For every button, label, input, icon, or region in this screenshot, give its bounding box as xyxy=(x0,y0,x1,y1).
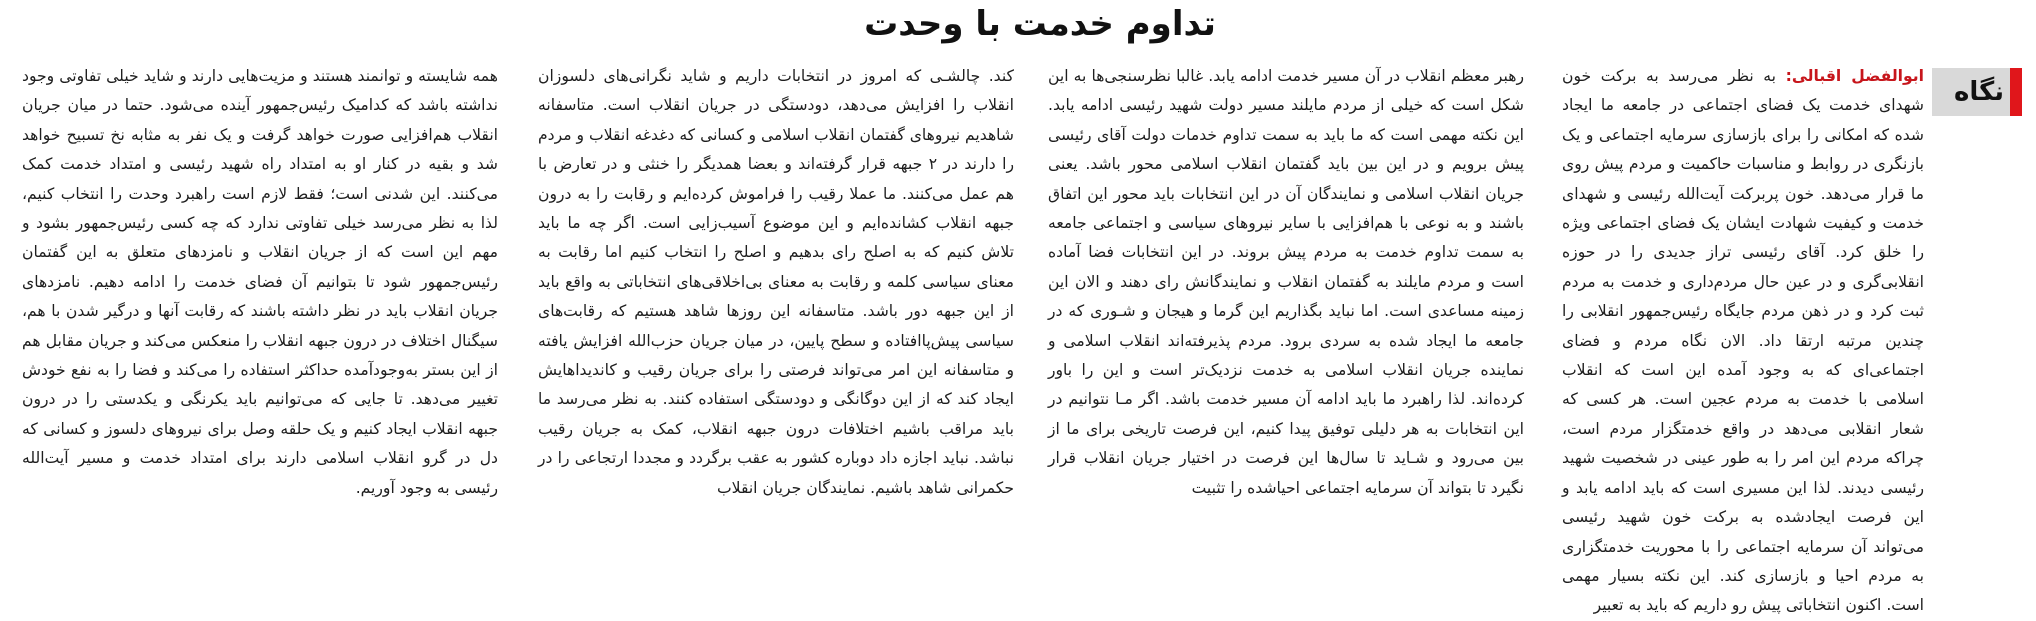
article-column-4: همه شایسته و توانمند هستند و مزیت‌هایی دارند و شاید خیلی تفاوتی وجود نداشته باشد که کدامیک رئیس‌جمهور آینده می‌شود. حتما در میان جریان انقلاب هم‌افزایی صورت خواهد گرفت و یک نفر به مثابه نخ تسبیح خواهد شد و بقیه در کنار او به امتداد راه شهید رئیسی و امتداد خدمت کمک می‌کنند. این شدنی است؛ فقط لازم است راهبرد وحدت را انتخاب کنیم، لذا به نظر می‌رسد خیلی تفاوتی ندارد که چه کسی رئیس‌جمهور بشود و مهم این است که از جریان انقلاب و نامزدهای متعلق به این گفتمان رئیس‌جمهور شود تا بتوانیم آن فضای خدمت را ادامه دهیم. نامزدهای جریان انقلاب باید در نظر داشته باشند که رقابت آنها و درگیر شدن با هم، سیگنال اختلاف در درون جبهه انقلاب را منعکس می‌کند و جریان مقابل هم از این بستر به‌وجودآمده حداکثر استفاده را می‌کند و فضا را به نفع خودش تغییر می‌دهد. تا جایی که می‌توانیم باید یکرنگی و یکدستی را در درون جبهه انقلاب ایجاد کنیم و یک حلقه وصل برای نیروهای دلسوز و کسانی که دل در گرو انقلاب اسلامی دارند برای امتداد خدمت و مسیر آیت‌الله رئیسی به وجود آوریم. xyxy=(22,67,498,497)
article-column-3: کند. چالشـی که امروز در انتخابات داریم و شاید نگرانی‌های دلسوزان انقلاب را افزایش می‌دهد، دودستگی در جریان انقلاب است. متاسفانه شاهدیم نیروهای گفتمان انقلاب اسلامی و کسانی که دغدغه انقلاب و مردم را دارند در ۲ جبهه قرار گرفته‌اند و بعضا همدیگر را خنثی و در تعارض با هم عمل می‌کنند. ما عملا رقیب را فراموش کرده‌ایم و رقابت را به درون جبهه انقلاب کشانده‌ایم و این موضوع آسیب‌زایی است. اگر چه ما باید تلاش کنیم که به اصلح رای بدهیم و اصلح را انتخاب کنیم اما رقابت به معنای سیاسی کلمه و رقابت به معنای بی‌اخلاقی‌های انتخاباتی به واقع باید از این جبهه دور باشد. متاسفانه این روزها شاهد هستیم که رقابت‌های سیاسی پیش‌پاافتاده و سطح پایین، در میان جریان حزب‌الله افزایش یافته و متاسفانه این امر می‌تواند فرصتی را برای جریان رقیب و کاندیداهایش ایجاد کند که از این دوگانگی و دودستگی استفاده کنند. به نظر می‌رسد ما باید مراقب باشیم اختلافات درون جبهه انقلاب، کمک به جریان رقیب نباشد. نباید اجازه داد دوباره کشور به عقب برگردد و مجددا ارتجاعی را در حکمرانی شاهد باشیم. نمایندگان جریان انقلاب xyxy=(538,67,1014,497)
section-tag-accent-bar xyxy=(2010,68,2022,116)
author-name: ابوالفضل اقبالی: xyxy=(1785,67,1924,85)
article-column-1 xyxy=(1562,62,1924,615)
article-column-1-text: به نظر می‌رسد به برکت خون شهدای خدمت یک فضای اجتماعی در جامعه ما ایجاد شده که امکانی را برای بازسازی سرمایه اجتماعی و یک بازنگری در روابط و مناسبات حاکمیت و مردم پیش روی ما قرار می‌دهد. خون پربرکت آیت‌الله رئیسی و شهدای خدمت و کیفیت شهادت ایشان یک فضای اجتماعی ویژه را خلق کرد. آقای رئیسی تراز جدیدی را در حوزه انقلابی‌گری و در عین حال مردم‌داری و خدمت به مردم ثبت کرد و در ذهن مردم جایگاه رئیس‌جمهور انقلابی را چندین مرتبه ارتقا داد. الان نگاه مردم و فضای اجتماعی‌ای که به وجود آمده این است که انقلاب اسلامی با خدمت به مردم عجین است. هر کسی که شعار انقلابی می‌دهد در واقع خدمتگزار مردم است، چراکه مردم این امر را به طور عینی در شخصیت شهید رئیسی دیدند. لذا این مسیری است که باید ادامه یابد و این فرصت ایجادشده به برکت خون شهید رئیسی می‌تواند آن سرمایه اجتماعی را با محوریت خدمتگزاری به مردم احیا و بازسازی کند. این نکته بسیار مهمی است. اکنون انتخاباتی پیش رو داریم که باید به تعبیر xyxy=(1562,67,1924,615)
article-column-2: رهبر معظم انقلاب در آن مسیر خدمت ادامه یابد. غالبا نظرسنجی‌ها به این شکل است که خیلی از مردم مایلند مسیر دولت شهید رئیسی ادامه یابد. این نکته مهمی است که ما باید به سمت تداوم خدمات دولت آقای رئیسی پیش برویم و در این بین باید گفتمان انقلاب اسلامی محور باشد. یعنی جریان انقلاب اسلامی و نمایندگان آن در این انتخابات باید محور این اتفاق باشند و به نوعی با هم‌افزایی با سایر نیروهای سیاسی و اجتماعی جامعه به سمت تداوم خدمت به مردم پیش بروند. در این انتخابات فضا آماده است و مردم مایلند به گفتمان انقلاب و نمایندگانش رای دهند و الان این زمینه مساعدی است. اما نباید بگذاریم این گرما و هیجان و شـوری که در جامعه ما ایجاد شده به سردی برود. مردم پذیرفته‌اند انقلاب اسلامی و نماینده جریان انقلاب اسلامی به خدمت نزدیک‌تر است و این را باور کرده‌اند. لذا راهبرد ما باید ادامه آن مسیر خدمت باشد. اگر مـا نتوانیم در این انتخابات به هر دلیلی توفیق پیدا کنیم، این فرصت تاریخی برای ما از بین می‌رود و شـاید تا سال‌ها این فرصت در اختیار جریان انقلاب قرار نگیرد تا بتواند آن سرمایه اجتماعی احیاشده را تثبیت xyxy=(1048,67,1524,497)
page-title: تداوم خدمت با وحدت xyxy=(864,4,1216,44)
section-tag-label: نگاه xyxy=(1954,77,2004,107)
section-tag xyxy=(1932,68,2022,116)
